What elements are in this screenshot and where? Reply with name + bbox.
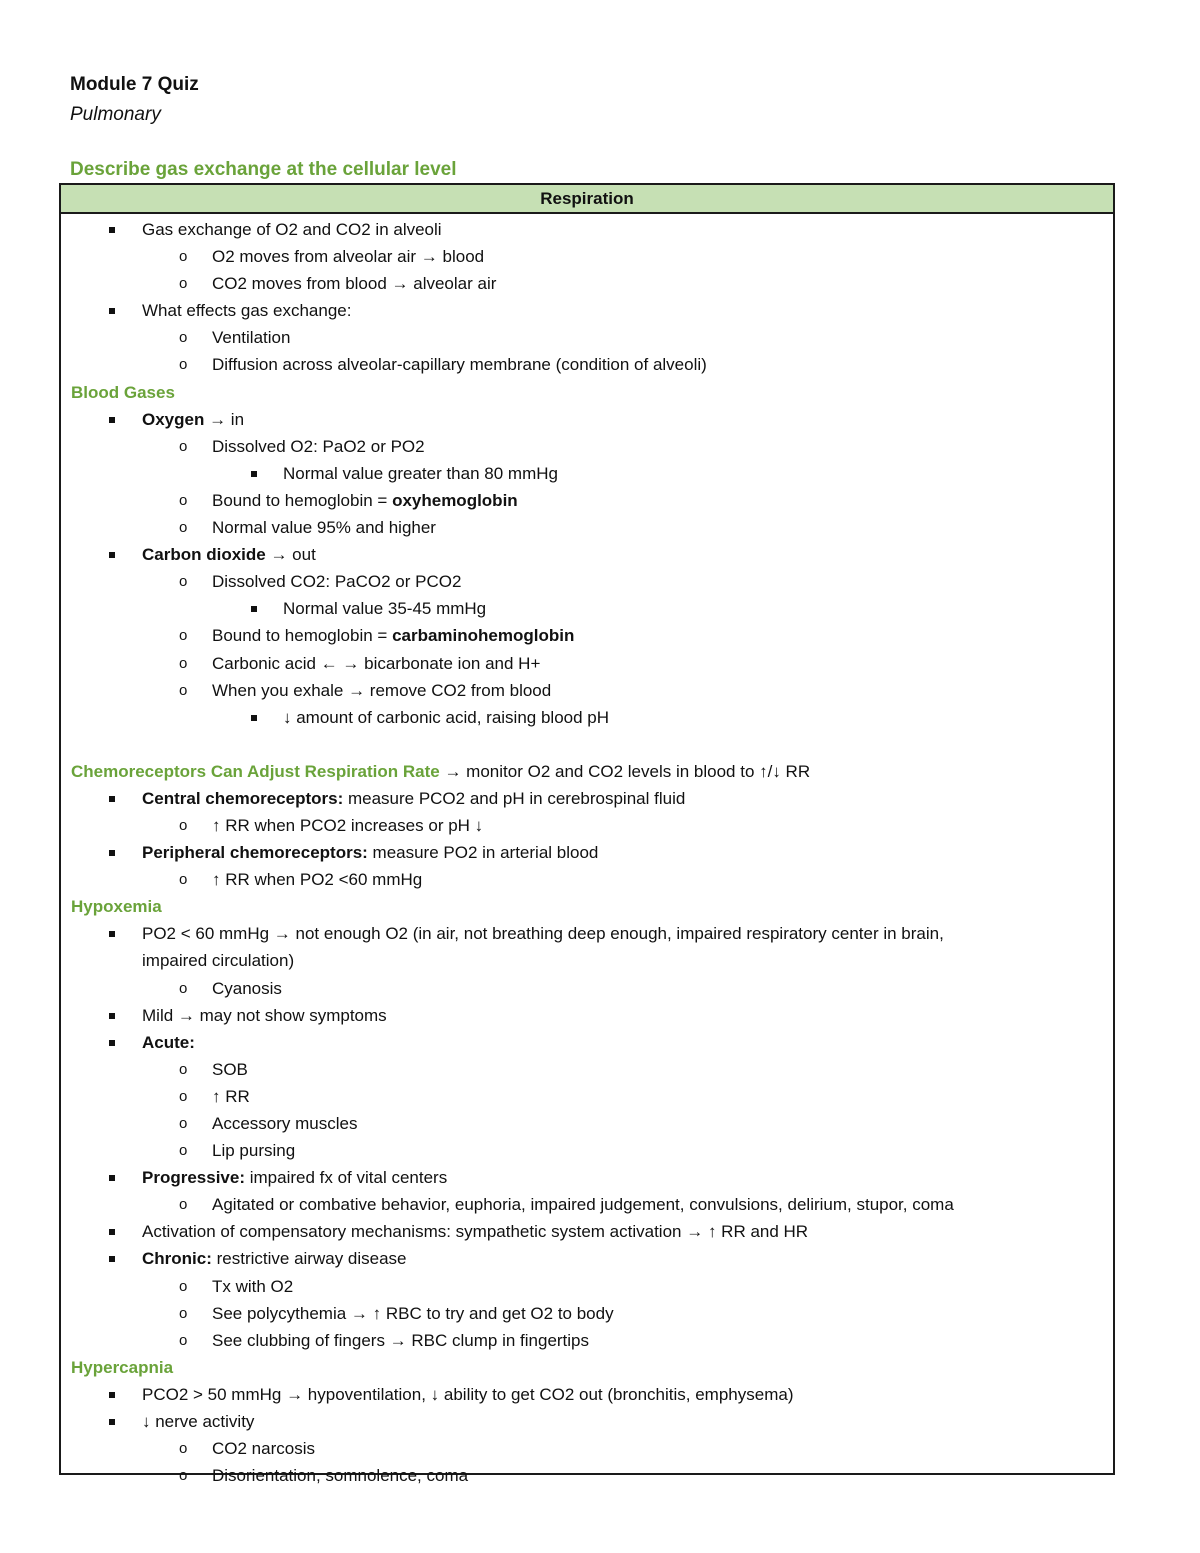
- item-text: [283, 460, 558, 487]
- item-body: Bound to hemoglobin =: [212, 626, 393, 646]
- subheading-line: [61, 1354, 1113, 1381]
- circle-bullet-icon: o: [179, 1277, 188, 1295]
- subheading: Chemoreceptors Can Adjust Respiration Rate: [71, 761, 440, 781]
- list-item: [61, 1002, 1113, 1029]
- item-text: [142, 1381, 793, 1408]
- item-text: [212, 514, 436, 541]
- list-item: [61, 1029, 1113, 1056]
- item-text: [283, 595, 486, 622]
- list-item: [61, 1327, 1113, 1354]
- item-body: SOB: [212, 1059, 248, 1079]
- square-bullet-icon: [109, 796, 115, 802]
- item-text: [212, 812, 483, 839]
- item-body: CO2 narcosis: [212, 1439, 315, 1459]
- item-body: Bound to hemoglobin =: [212, 490, 393, 510]
- subheading: Hypercapnia: [71, 1357, 174, 1377]
- item-body: PCO2 > 50 mmHg → hypoventilation, ↓ ability to get CO2 out (bronchitis, emphysema): [142, 1384, 794, 1404]
- list-item: [61, 487, 1113, 514]
- list-item: [61, 1408, 1113, 1435]
- item-text: [212, 1435, 315, 1462]
- item-body: See polycythemia → ↑ RBC to try and get O2 to body: [212, 1303, 614, 1323]
- circle-bullet-icon: o: [179, 491, 188, 509]
- item-body: ↑ RR: [212, 1086, 250, 1106]
- square-bullet-icon: [109, 417, 115, 423]
- item-text: [142, 839, 598, 866]
- list-item: [61, 1435, 1113, 1462]
- item-bold-term: Central chemoreceptors:: [142, 788, 344, 808]
- item-text: [142, 216, 442, 243]
- item-text: [142, 1218, 808, 1245]
- list-item: [61, 1056, 1113, 1083]
- item-text: [142, 785, 685, 812]
- list-item: [61, 975, 1113, 1002]
- item-body: → in: [204, 409, 245, 429]
- item-text: [212, 1327, 589, 1354]
- list-item: [61, 1300, 1113, 1327]
- item-text: [212, 1110, 357, 1137]
- item-body: CO2 moves from blood → alveolar air: [212, 274, 497, 294]
- square-bullet-icon: [109, 1419, 115, 1425]
- item-body: Normal value 35-45 mmHg: [283, 599, 487, 619]
- list-item: [61, 677, 1113, 704]
- circle-bullet-icon: o: [179, 573, 188, 591]
- square-bullet-icon: [109, 1392, 115, 1398]
- item-text: [212, 1191, 954, 1218]
- item-body: When you exhale → remove CO2 from blood: [212, 680, 552, 700]
- item-body: measure PO2 in arterial blood: [367, 843, 599, 863]
- circle-bullet-icon: o: [179, 681, 188, 699]
- item-body: Cyanosis: [212, 978, 282, 998]
- subheading-line: [61, 758, 1113, 785]
- list-item: [61, 866, 1113, 893]
- item-body: ↓ amount of carbonic acid, raising blood pH: [283, 707, 610, 727]
- circle-bullet-icon: o: [179, 1304, 188, 1322]
- circle-bullet-icon: o: [179, 1060, 188, 1078]
- circle-bullet-icon: o: [179, 871, 188, 889]
- square-bullet-icon: [109, 1229, 115, 1235]
- item-text: [142, 920, 944, 947]
- square-bullet-icon: [109, 1256, 115, 1262]
- item-body: Ventilation: [212, 328, 291, 348]
- item-text: [142, 1002, 387, 1029]
- item-text: [212, 866, 422, 893]
- item-body: Dissolved O2: PaO2 or PO2: [212, 436, 425, 456]
- list-item: [61, 1218, 1113, 1245]
- list-item: [61, 704, 1113, 731]
- item-text: [212, 1273, 293, 1300]
- square-bullet-icon: [251, 715, 257, 721]
- item-text: [212, 351, 707, 378]
- item-body: restrictive airway disease: [211, 1249, 407, 1269]
- square-bullet-icon: [109, 227, 115, 233]
- list-item: [61, 1381, 1113, 1408]
- list-item: [61, 1245, 1113, 1272]
- square-bullet-icon: [109, 1013, 115, 1019]
- item-text: [142, 1408, 254, 1435]
- item-body: impaired fx of vital centers: [245, 1168, 448, 1188]
- circle-bullet-icon: o: [179, 1440, 188, 1458]
- circle-bullet-icon: o: [179, 979, 188, 997]
- list-item: [61, 460, 1113, 487]
- item-body: ↓ nerve activity: [142, 1412, 255, 1432]
- item-bold-term: Peripheral chemoreceptors:: [142, 843, 368, 863]
- item-text: [212, 568, 461, 595]
- square-bullet-icon: [109, 1175, 115, 1181]
- item-text: [212, 677, 551, 704]
- item-body: PO2 < 60 mmHg → not enough O2 (in air, not breathing deep enough, impaired respiratory center in brain,: [142, 924, 944, 944]
- square-bullet-icon: [109, 552, 115, 558]
- item-bold-term: Carbon dioxide: [142, 545, 266, 565]
- circle-bullet-icon: o: [179, 275, 188, 293]
- list-item: [61, 812, 1113, 839]
- square-bullet-icon: [251, 606, 257, 612]
- list-item: [61, 216, 1113, 243]
- square-bullet-icon: [251, 471, 257, 477]
- circle-bullet-icon: o: [179, 1331, 188, 1349]
- square-bullet-icon: [109, 931, 115, 937]
- list-item: [61, 406, 1113, 433]
- list-item: [61, 595, 1113, 622]
- list-item: [61, 270, 1113, 297]
- item-text: [212, 650, 540, 677]
- list-item: [61, 1137, 1113, 1164]
- list-item: [61, 622, 1113, 649]
- list-item: [61, 324, 1113, 351]
- list-item: [61, 1110, 1113, 1137]
- item-body: See clubbing of fingers → RBC clump in fingertips: [212, 1330, 590, 1350]
- item-text: [142, 1164, 447, 1191]
- item-bold-term: carbaminohemoglobin: [392, 626, 575, 646]
- item-body: Accessory muscles: [212, 1114, 358, 1133]
- list-item: [61, 785, 1113, 812]
- item-text: [142, 297, 351, 324]
- item-text: [142, 1245, 407, 1272]
- circle-bullet-icon: o: [179, 1196, 188, 1214]
- list-item: [61, 541, 1113, 568]
- item-body: measure PCO2 and pH in cerebrospinal fluid: [343, 788, 686, 808]
- item-text: [212, 1300, 614, 1327]
- item-body: Diffusion across alveolar-capillary membrane (condition of alveoli): [212, 355, 707, 375]
- page-subtitle: Pulmonary: [70, 104, 161, 125]
- circle-bullet-icon: o: [179, 248, 188, 266]
- item-bold-term: Chronic:: [142, 1249, 212, 1269]
- item-body: → out: [265, 545, 316, 565]
- item-body: What effects gas exchange:: [142, 301, 352, 321]
- item-text: [212, 270, 496, 297]
- subheading-text: → monitor O2 and CO2 levels in blood to ↑/↓ RR: [439, 761, 811, 781]
- circle-bullet-icon: o: [179, 519, 188, 537]
- subheading: Hypoxemia: [71, 897, 162, 917]
- section-heading: Describe gas exchange at the cellular level: [70, 159, 457, 180]
- item-body: Carbonic acid ← → bicarbonate ion and H+: [212, 653, 541, 673]
- item-body: O2 moves from alveolar air → blood: [212, 247, 485, 267]
- list-item: [61, 514, 1113, 541]
- circle-bullet-icon: o: [179, 356, 188, 374]
- item-text: [142, 1029, 195, 1056]
- item-bold-term: Progressive:: [142, 1168, 245, 1188]
- square-bullet-icon: [109, 1040, 115, 1046]
- item-body: Lip pursing: [212, 1141, 296, 1161]
- item-body: Normal value greater than 80 mmHg: [283, 463, 558, 483]
- table-header: Respiration: [61, 185, 1113, 214]
- item-body: Disorientation, somnolence, coma: [212, 1466, 469, 1486]
- list-item: [61, 650, 1113, 677]
- list-item: [61, 1164, 1113, 1191]
- list-item: [61, 1273, 1113, 1300]
- list-item: [61, 297, 1113, 324]
- item-text: [142, 947, 294, 974]
- subheading-line: [61, 893, 1113, 920]
- list-item: [61, 243, 1113, 270]
- item-body: impaired circulation): [142, 951, 295, 971]
- item-body: Dissolved CO2: PaCO2 or PCO2: [212, 572, 462, 592]
- item-body: Normal value 95% and higher: [212, 518, 436, 538]
- item-text: [212, 324, 290, 351]
- item-text: [212, 1137, 295, 1164]
- page-title: Module 7 Quiz: [70, 74, 199, 95]
- circle-bullet-icon: o: [179, 1467, 188, 1485]
- item-text: [212, 975, 282, 1002]
- item-text: [212, 1056, 248, 1083]
- item-text: [142, 541, 316, 568]
- circle-bullet-icon: o: [179, 437, 188, 455]
- list-item: [61, 947, 1113, 974]
- item-text: [212, 433, 425, 460]
- list-item: [61, 1083, 1113, 1110]
- item-text: [212, 622, 574, 649]
- item-body: Agitated or combative behavior, euphoria, impaired judgement, convulsions, delirium, stupor, coma: [212, 1195, 954, 1215]
- item-body: Activation of compensatory mechanisms: sympathetic system activation → ↑ RR and HR: [142, 1222, 809, 1242]
- circle-bullet-icon: o: [179, 1115, 188, 1132]
- list-item: [61, 1462, 1113, 1489]
- item-text: [283, 704, 609, 731]
- table-body: [61, 214, 1113, 1489]
- list-item: [61, 920, 1113, 947]
- item-body: Gas exchange of O2 and CO2 in alveoli: [142, 220, 442, 239]
- item-body: ↑ RR when PO2 <60 mmHg: [212, 870, 423, 890]
- circle-bullet-icon: o: [179, 816, 188, 834]
- item-text: [212, 1462, 468, 1489]
- blank-line: [61, 731, 1113, 758]
- list-item: [61, 351, 1113, 378]
- item-bold-term: Oxygen: [142, 409, 205, 429]
- circle-bullet-icon: o: [179, 1142, 188, 1160]
- item-text: [142, 406, 244, 433]
- subheading-line: [61, 379, 1113, 406]
- item-text: [212, 243, 484, 270]
- subheading: Blood Gases: [71, 382, 175, 402]
- item-text: [212, 487, 518, 514]
- circle-bullet-icon: o: [179, 329, 188, 347]
- item-bold-term: oxyhemoglobin: [392, 490, 518, 510]
- item-bold-term: Acute:: [142, 1032, 195, 1052]
- respiration-table: [59, 183, 1115, 1486]
- circle-bullet-icon: o: [179, 654, 188, 672]
- item-body: ↑ RR when PCO2 increases or pH ↓: [212, 815, 484, 835]
- list-item: [61, 839, 1113, 866]
- item-body: Tx with O2: [212, 1276, 294, 1296]
- square-bullet-icon: [109, 850, 115, 856]
- list-item: [61, 433, 1113, 460]
- list-item: [61, 568, 1113, 595]
- list-item: [61, 1191, 1113, 1218]
- square-bullet-icon: [109, 308, 115, 314]
- circle-bullet-icon: o: [179, 1087, 188, 1105]
- circle-bullet-icon: o: [179, 627, 188, 645]
- item-body: Mild → may not show symptoms: [142, 1005, 387, 1025]
- item-text: [212, 1083, 250, 1110]
